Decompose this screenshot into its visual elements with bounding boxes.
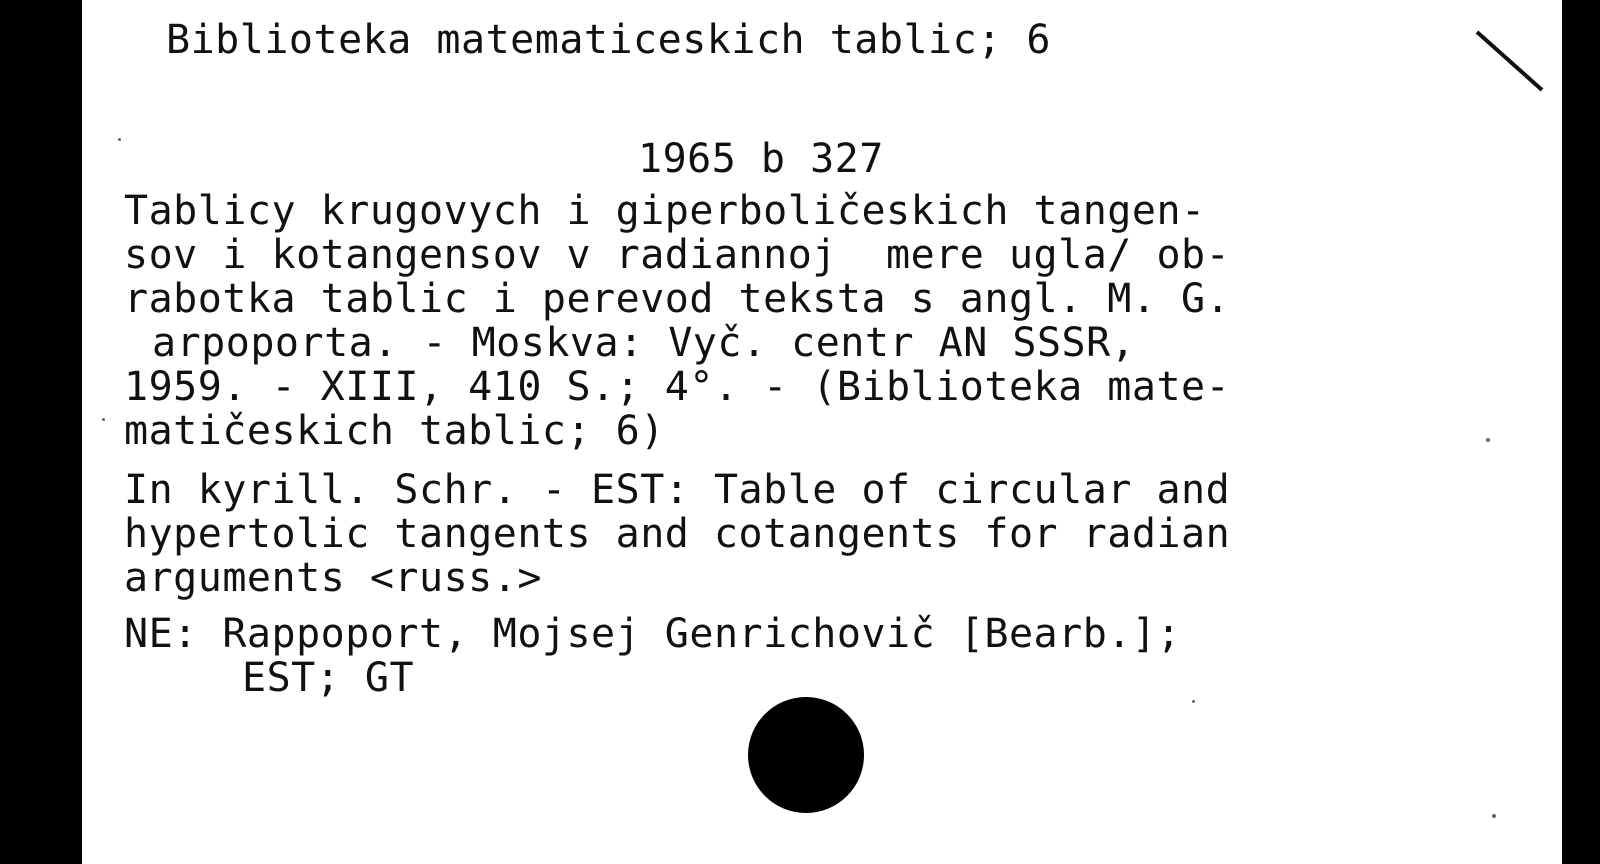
note-line: hypertolic tangents and cotangents for radian	[124, 511, 1231, 557]
series-heading: Biblioteka matematiceskich tablic; 6	[166, 17, 1051, 63]
dust-speck	[118, 138, 121, 141]
title-line: rabotka tablic i perevod teksta s angl. M. G.	[124, 276, 1231, 322]
note-line: In kyrill. Schr. - EST: Table of circular and	[124, 467, 1231, 513]
title-line: Tablicy krugovych i giperboličeskich tangen-	[124, 188, 1206, 234]
added-entry-line: NE: Rappoport, Mojsej Genrichovič [Bearb.];	[124, 611, 1182, 657]
dust-speck	[102, 418, 105, 421]
collation-line: 1959. - XIII, 410 S.; 4°. - (Biblioteka mate-	[124, 364, 1231, 410]
corner-slash-mark	[1442, 10, 1552, 100]
publication-line: arpoporta. - Moskva: Vyč. centr AN SSSR,	[152, 320, 1136, 366]
added-entry-line: EST; GT	[242, 655, 415, 701]
title-line: sov i kotangensov v radiannoj mere ugla/ ob-	[124, 232, 1231, 278]
dust-speck	[1192, 700, 1195, 703]
punch-hole	[748, 697, 864, 813]
note-line: arguments <russ.>	[124, 555, 542, 601]
dust-speck	[1486, 438, 1490, 442]
dust-speck	[1492, 814, 1496, 818]
series-line: matičeskich tablic; 6)	[124, 408, 665, 454]
catalog-card	[82, 0, 1562, 864]
shelfmark: 1965 b 327	[638, 136, 884, 182]
